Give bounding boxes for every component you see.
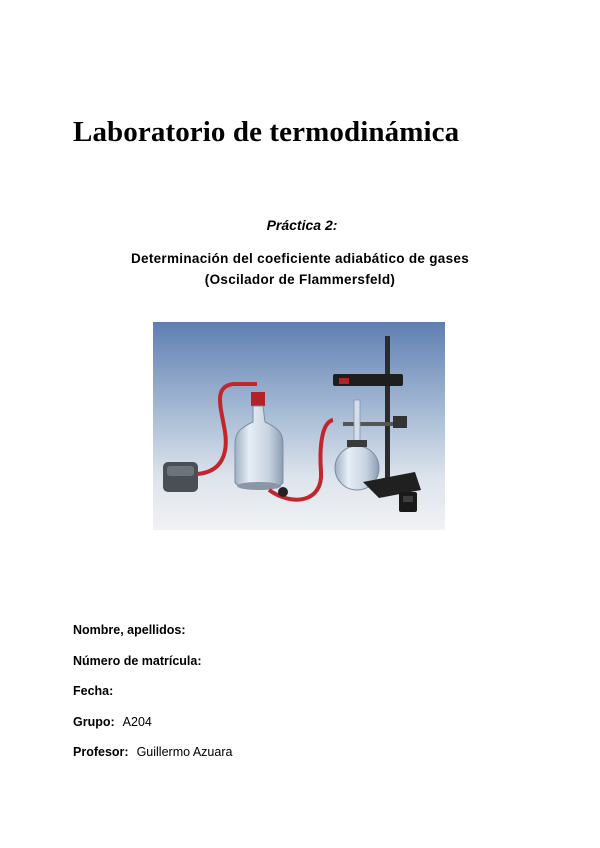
professor-field	[73, 745, 232, 759]
document-title: Laboratorio de termodinámica	[73, 116, 460, 148]
enrollment-field	[73, 654, 210, 668]
name-field	[73, 623, 194, 637]
professor-label: Profesor:	[73, 745, 129, 759]
enrollment-label: Número de matrícula:	[73, 654, 202, 668]
date-label: Fecha:	[73, 684, 114, 698]
practice-number: Práctica 2:	[266, 217, 338, 233]
subtitle-line-2: (Oscilador de Flammersfeld)	[204, 272, 396, 287]
subtitle-line-1: Determinación del coeficiente adiabático de gases	[130, 251, 470, 266]
group-field	[73, 715, 152, 729]
group-label: Grupo:	[73, 715, 115, 729]
date-field	[73, 684, 121, 698]
professor-value: Guillermo Azuara	[136, 745, 233, 759]
apparatus-photo	[153, 322, 445, 530]
name-label: Nombre, apellidos:	[73, 623, 186, 637]
group-value: A204	[122, 715, 152, 729]
